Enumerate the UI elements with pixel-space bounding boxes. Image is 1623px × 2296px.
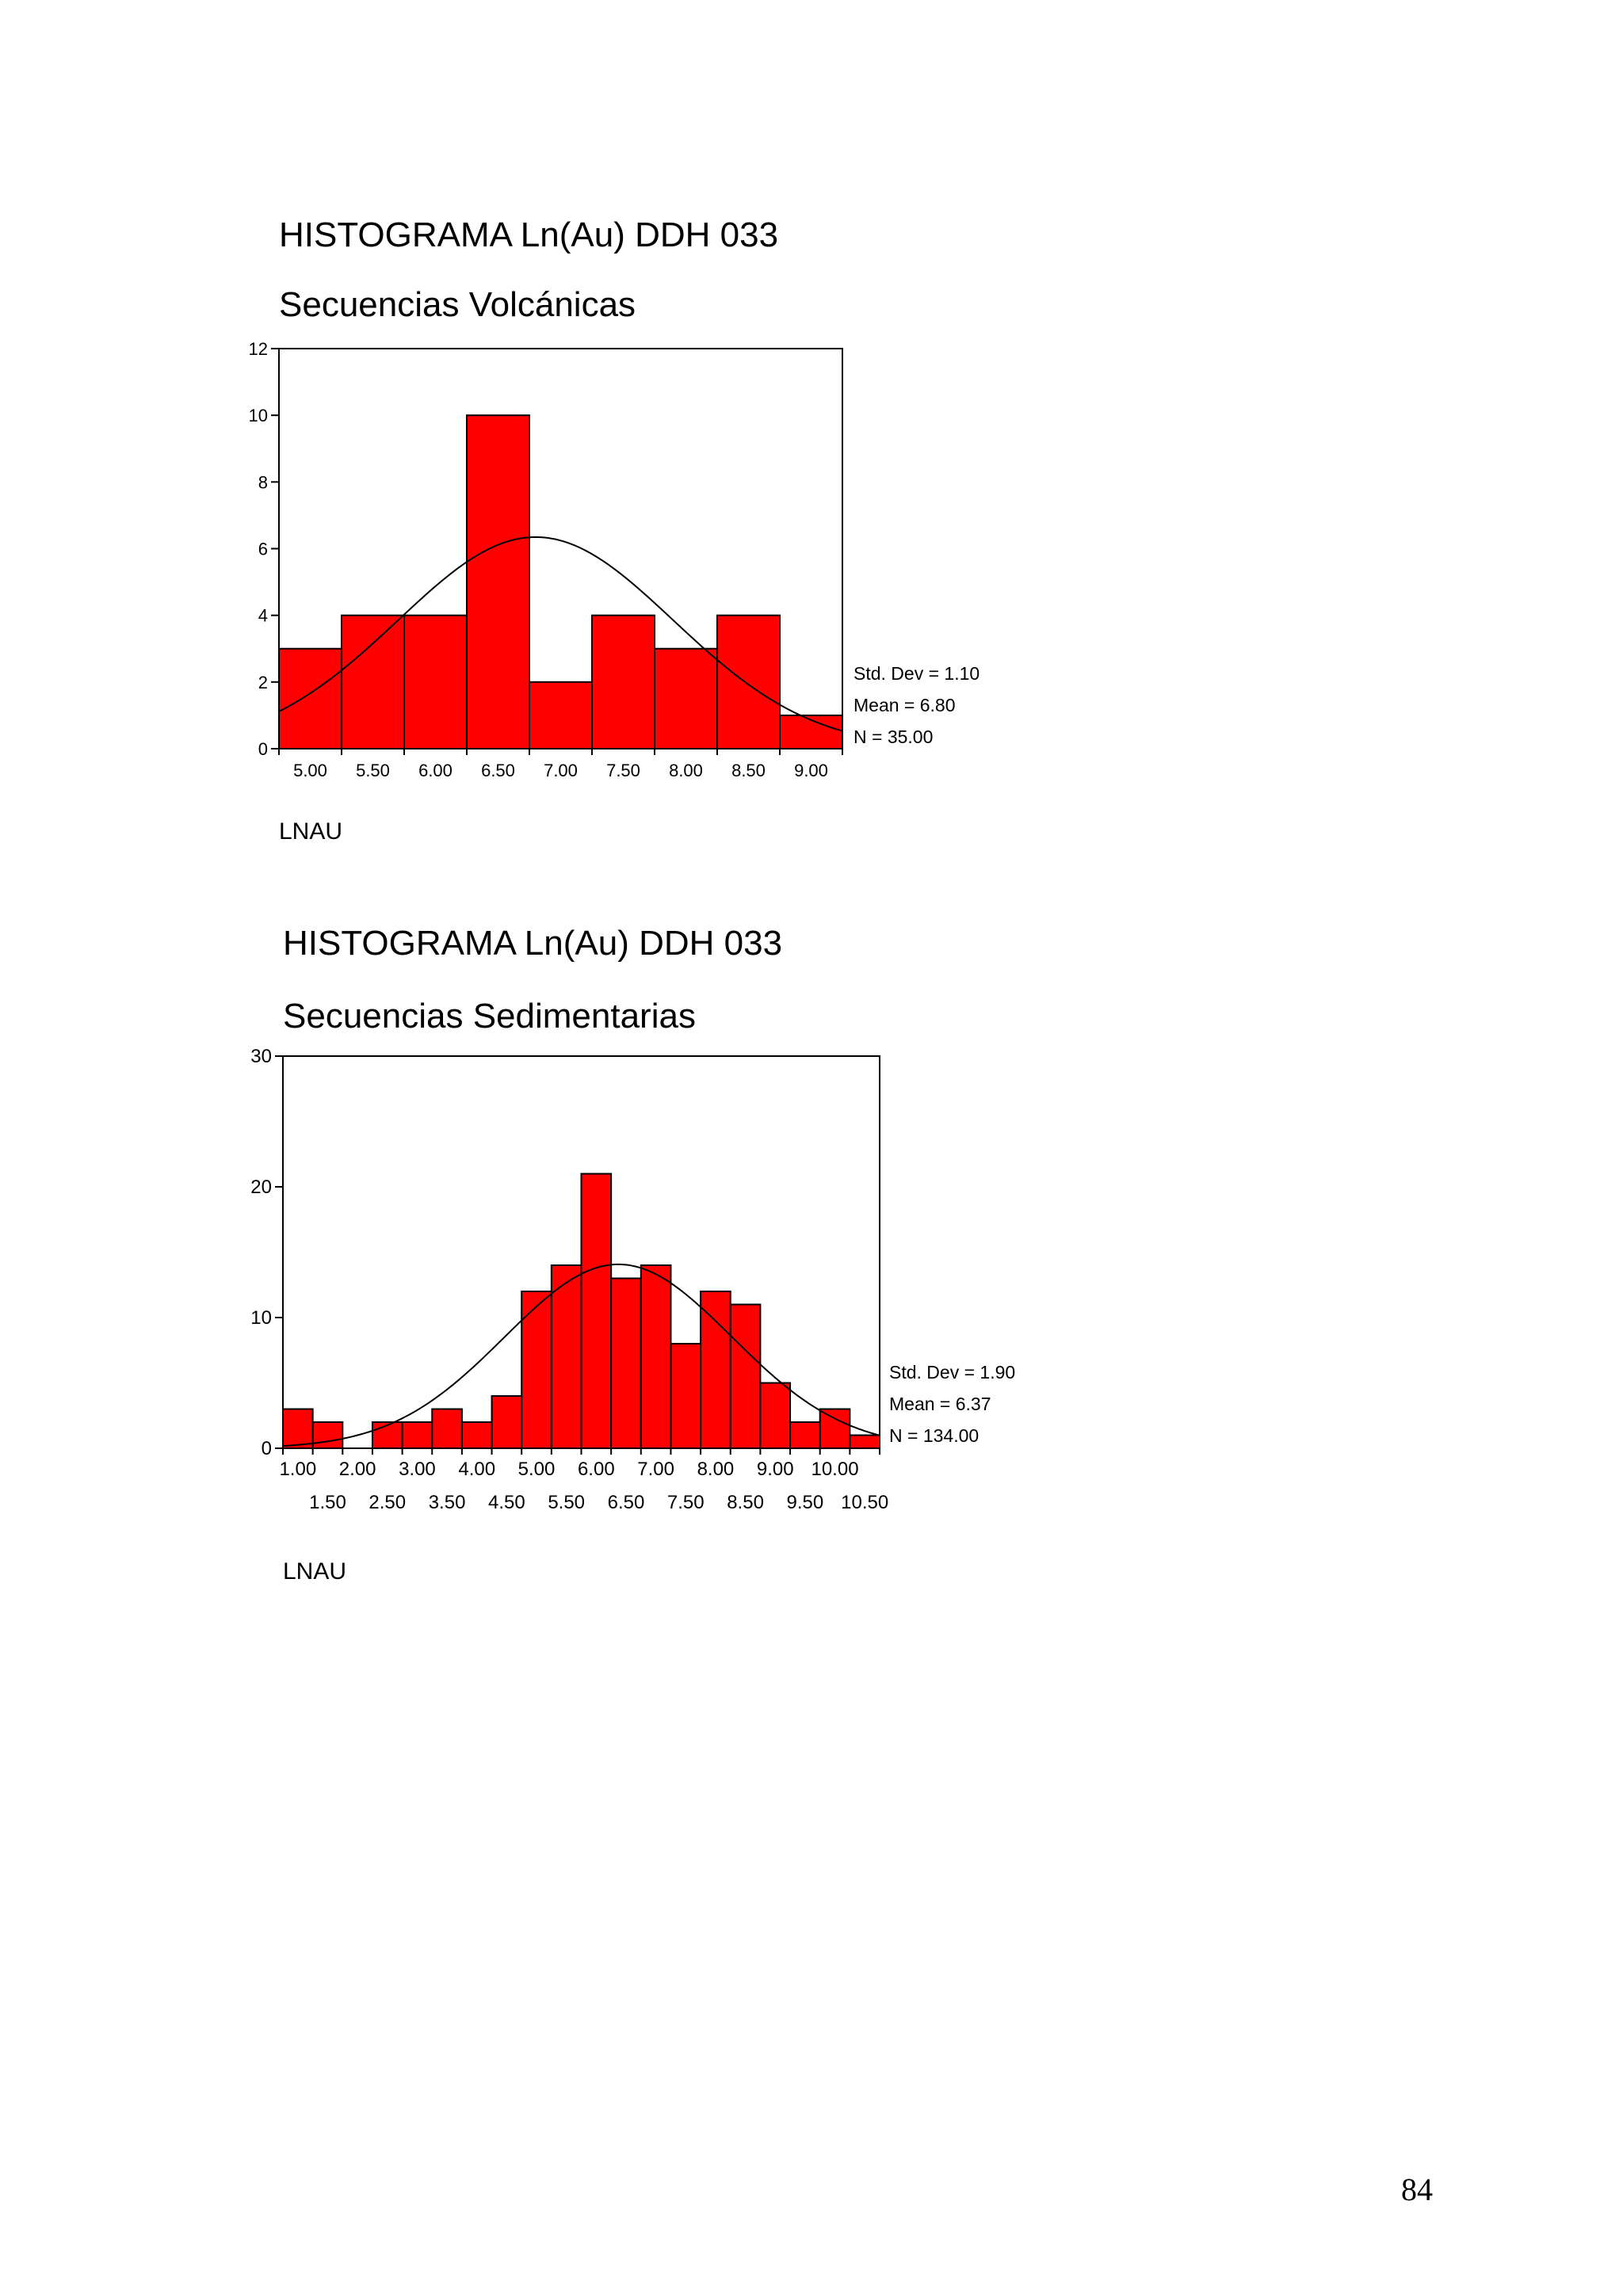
chart2-bar bbox=[731, 1305, 761, 1449]
chart1-title: HISTOGRAMA Ln(Au) DDH 033 bbox=[279, 215, 779, 254]
chart1-stat-n: N = 35.00 bbox=[854, 727, 934, 747]
chart1-stat-std: Std. Dev = 1.10 bbox=[854, 663, 980, 684]
chart2-x-tick-label: 9.00 bbox=[756, 1459, 794, 1480]
chart2-stat-std: Std. Dev = 1.90 bbox=[889, 1362, 1016, 1383]
chart2-x-tick-label: 10.50 bbox=[841, 1492, 889, 1513]
chart1-x-tick-label: 6.50 bbox=[481, 761, 515, 780]
chart2-x-tick-label: 2.00 bbox=[338, 1459, 376, 1480]
chart2-bar bbox=[790, 1422, 820, 1448]
chart2-x-tick-label: 6.00 bbox=[577, 1459, 615, 1480]
chart2-x-tick-label: 1.50 bbox=[309, 1492, 346, 1513]
chart2-bar bbox=[850, 1436, 880, 1449]
chart1-x-tick-label: 5.50 bbox=[356, 761, 390, 780]
chart1-y-tick-label: 10 bbox=[248, 406, 268, 426]
chart2-bar bbox=[492, 1396, 522, 1448]
chart2-x-tick-label: 4.50 bbox=[488, 1492, 525, 1513]
chart2-bar bbox=[432, 1409, 462, 1449]
chart2-bar bbox=[462, 1422, 492, 1448]
chart2-bar bbox=[760, 1383, 790, 1449]
chart1-y-tick-label: 6 bbox=[258, 539, 268, 559]
chart1-x-tick-label: 9.00 bbox=[794, 761, 828, 780]
chart2-bar bbox=[641, 1265, 671, 1448]
chart2-bar bbox=[521, 1291, 552, 1448]
chart2-x-tick-label: 3.00 bbox=[399, 1459, 436, 1480]
chart2-bar bbox=[552, 1265, 582, 1448]
chart2-bar bbox=[372, 1422, 403, 1448]
chart2-x-tick-label: 5.50 bbox=[548, 1492, 586, 1513]
chart2-y-tick-label: 0 bbox=[261, 1438, 272, 1459]
chart1-y-tick-label: 8 bbox=[258, 472, 268, 493]
chart2-x-tick-label: 1.00 bbox=[279, 1459, 317, 1480]
chart2-x-tick-label: 4.00 bbox=[458, 1459, 496, 1480]
chart2-bar bbox=[820, 1409, 850, 1449]
chart1-y-tick-label: 12 bbox=[248, 339, 268, 359]
chart1-xlabel: LNAU bbox=[279, 818, 343, 845]
chart2-subtitle: Secuencias Sedimentarias bbox=[283, 997, 696, 1035]
chart1-x-tick-label: 6.00 bbox=[418, 761, 453, 780]
chart2-bar bbox=[313, 1422, 343, 1448]
chart2-stat-mean: Mean = 6.37 bbox=[889, 1394, 991, 1414]
chart1-subtitle: Secuencias Volcánicas bbox=[279, 285, 636, 324]
chart2-stat-n: N = 134.00 bbox=[889, 1425, 980, 1446]
chart1-y-tick-label: 4 bbox=[258, 605, 268, 626]
page-number: 84 bbox=[1401, 2172, 1433, 2207]
chart2-x-tick-label: 3.50 bbox=[428, 1492, 466, 1513]
chart2-y-tick-label: 30 bbox=[250, 1046, 272, 1067]
chart2-bar bbox=[701, 1291, 731, 1448]
chart2-bar bbox=[403, 1422, 433, 1448]
chart1-x-tick-label: 8.00 bbox=[669, 761, 703, 780]
chart2-y-tick-label: 10 bbox=[250, 1307, 272, 1329]
chart2-title: HISTOGRAMA Ln(Au) DDH 033 bbox=[283, 924, 783, 963]
chart1-y-tick-label: 2 bbox=[258, 672, 268, 692]
chart2-bar bbox=[582, 1174, 612, 1449]
chart2-x-tick-label: 8.00 bbox=[697, 1459, 735, 1480]
chart1-x-tick-label: 8.50 bbox=[731, 761, 766, 780]
chart1-x-tick-label: 7.00 bbox=[544, 761, 578, 780]
chart2-x-tick-label: 5.00 bbox=[517, 1459, 556, 1480]
chart2-x-tick-label: 6.50 bbox=[607, 1492, 645, 1513]
chart2-stats bbox=[889, 1356, 1015, 1451]
chart2-x-tick-label: 2.50 bbox=[369, 1492, 407, 1513]
chart2-xlabel: LNAU bbox=[283, 1558, 347, 1585]
chart2-bar bbox=[670, 1344, 701, 1448]
chart2-bar bbox=[283, 1409, 313, 1449]
chart2-x-tick-label: 8.50 bbox=[727, 1492, 764, 1513]
chart2-x-tick-label: 9.50 bbox=[786, 1492, 824, 1513]
chart1-y-tick-label: 0 bbox=[258, 739, 268, 759]
chart2-y-tick-label: 20 bbox=[250, 1177, 272, 1198]
chart1-stat-mean: Mean = 6.80 bbox=[854, 695, 956, 715]
chart2-bar bbox=[611, 1279, 641, 1449]
chart1-x-tick-label: 7.50 bbox=[606, 761, 640, 780]
chart1-x-tick-label: 5.00 bbox=[293, 761, 327, 780]
chart2-x-tick-label: 7.00 bbox=[637, 1459, 674, 1480]
chart2-x-tick-label: 10.00 bbox=[811, 1459, 859, 1480]
chart2-x-tick-label: 7.50 bbox=[666, 1492, 705, 1513]
